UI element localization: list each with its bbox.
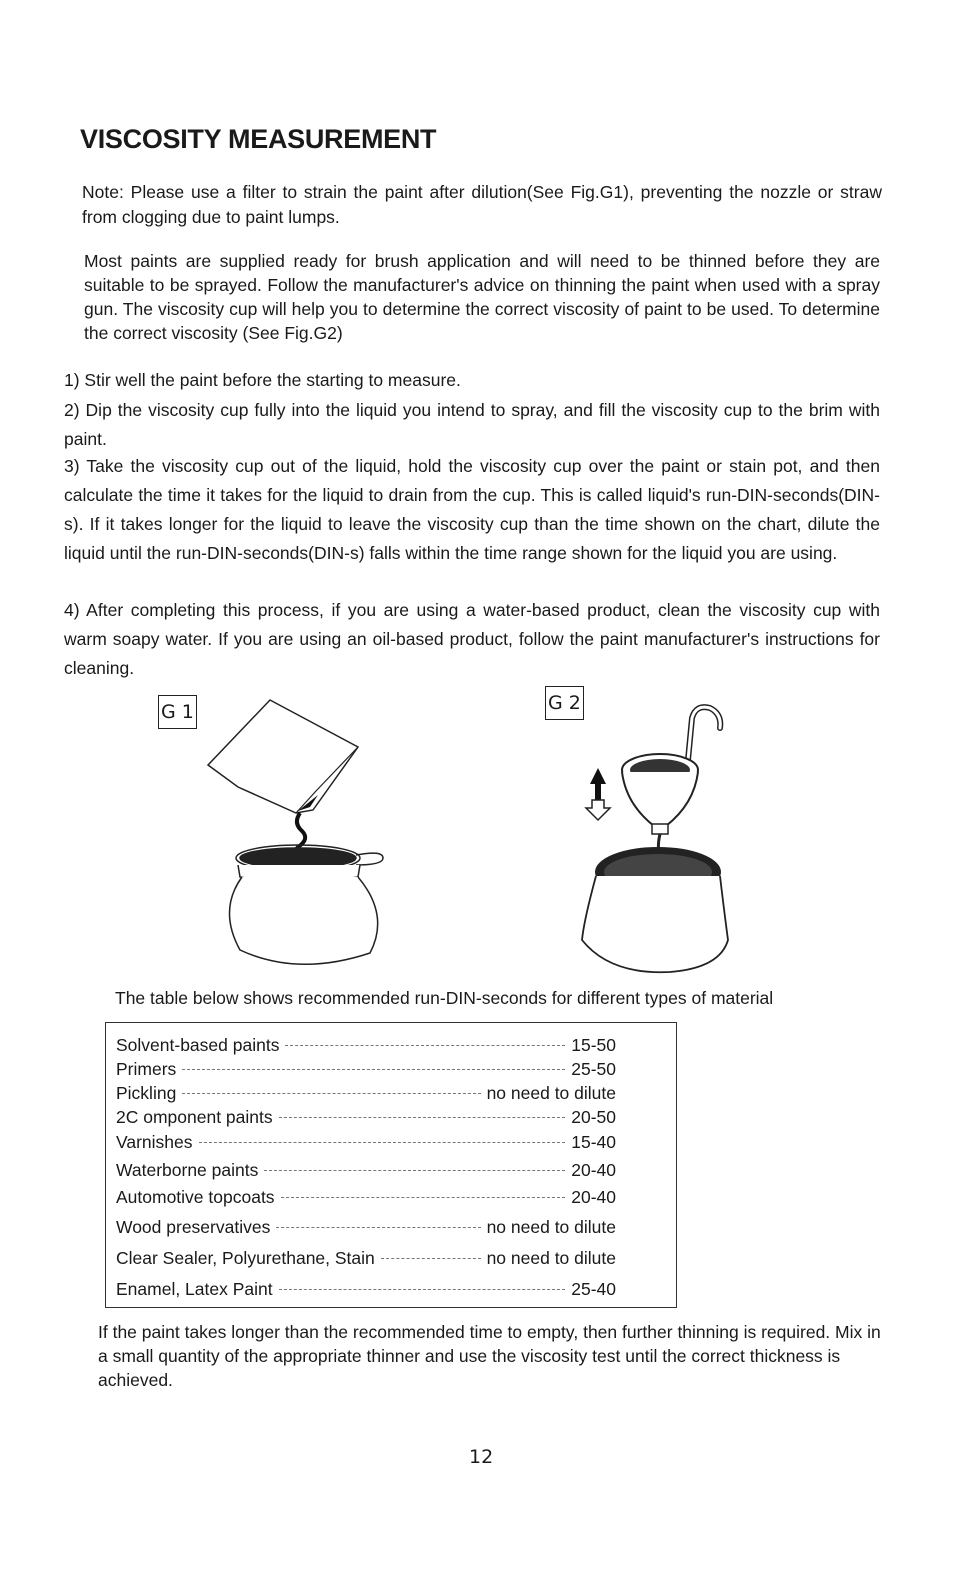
step-2: 2) Dip the viscosity cup fully into the liquid you intend to spray, and fill the viscosity cup to the brim with paint. <box>64 400 880 449</box>
din-seconds: 25-50 <box>571 1058 616 1079</box>
table-row <box>116 1033 616 1057</box>
din-seconds: no need to dilute <box>486 1247 616 1268</box>
table-row <box>116 1215 616 1239</box>
closing-paragraph: If the paint takes longer than the recommended time to empty, then further thinning is required. Mix in a small quantity of the appropriate thinner and use the viscosity test until the correct thickness is achieved. <box>98 1322 881 1390</box>
filter-bag <box>208 700 358 813</box>
step-1: 1) Stir well the paint before the starting to measure. <box>64 370 461 390</box>
page-number: 12 <box>469 1446 494 1468</box>
figure-g2-label: G 2 <box>545 686 584 720</box>
step-4: 4) After completing this process, if you are using a water-based product, clean the viscosity cup with warm soapy water. If you are using an oil-based product, follow the paint manufacturer's instructions for cleaning. <box>64 600 880 678</box>
material-name: Primers <box>116 1058 177 1079</box>
din-seconds: 15-50 <box>571 1034 616 1055</box>
material-name: Varnishes <box>116 1131 193 1152</box>
up-arrow-icon <box>590 768 606 800</box>
material-name: Pickling <box>116 1082 177 1103</box>
din-seconds: 20-40 <box>571 1159 616 1180</box>
material-name: Enamel, Latex Paint <box>116 1278 273 1299</box>
table-row <box>116 1057 616 1081</box>
table-row <box>116 1130 616 1154</box>
figure-g2-illustration <box>570 700 740 980</box>
table-row <box>116 1081 616 1105</box>
intro-paragraph: Most paints are supplied ready for brush application and will need to be thinned before they are suitable to be sprayed. Follow the manufacturer's advice on thinning the paint when used with a spray gun. The viscosity cup will help you to determine the correct viscosity of paint to be used. To determine the correct viscosity (See Fig.G2) <box>84 251 880 343</box>
paint-pot <box>229 877 377 964</box>
down-arrow-icon <box>586 800 610 820</box>
table-caption: The table below shows recommended run-DIN-seconds for different types of material <box>115 988 774 1008</box>
din-seconds: 20-50 <box>571 1106 616 1127</box>
table-row <box>116 1105 616 1129</box>
din-seconds: 20-40 <box>571 1186 616 1207</box>
table-row <box>116 1185 616 1209</box>
viscosity-table <box>105 1022 677 1308</box>
figure-g1-illustration <box>198 695 398 975</box>
din-seconds: 15-40 <box>571 1131 616 1152</box>
table-row <box>116 1246 616 1270</box>
material-name: Solvent-based paints <box>116 1034 280 1055</box>
material-name: Wood preservatives <box>116 1216 271 1237</box>
table-row <box>116 1158 616 1182</box>
material-name: Clear Sealer, Polyurethane, Stain <box>116 1247 375 1268</box>
material-name: Waterborne paints <box>116 1159 259 1180</box>
note-paragraph: Note: Please use a filter to strain the paint after dilution(See Fig.G1), preventing the nozzle or straw from clogging due to paint lumps. <box>82 182 882 227</box>
page-title: VISCOSITY MEASUREMENT <box>80 124 437 154</box>
din-seconds: no need to dilute <box>486 1216 616 1237</box>
din-seconds: no need to dilute <box>486 1082 616 1103</box>
step-3: 3) Take the viscosity cup out of the liquid, hold the viscosity cup over the paint or stain pot, and then calculate the time it takes for the liquid to drain from the cup. This is called liquid's run-DIN-seconds(DIN-s). If it takes longer for the liquid to leave the viscosity cup than the time shown on the chart, dilute the liquid until the run-DIN-seconds(DIN-s) falls within the time range shown for the liquid you are using. <box>64 456 880 563</box>
material-name: 2C omponent paints <box>116 1106 273 1127</box>
viscosity-cup <box>622 772 698 826</box>
material-name: Automotive topcoats <box>116 1186 275 1207</box>
figure-g1-label: G 1 <box>158 695 197 729</box>
paint-pot <box>582 876 728 972</box>
table-row <box>116 1277 616 1301</box>
din-seconds: 25-40 <box>571 1278 616 1299</box>
